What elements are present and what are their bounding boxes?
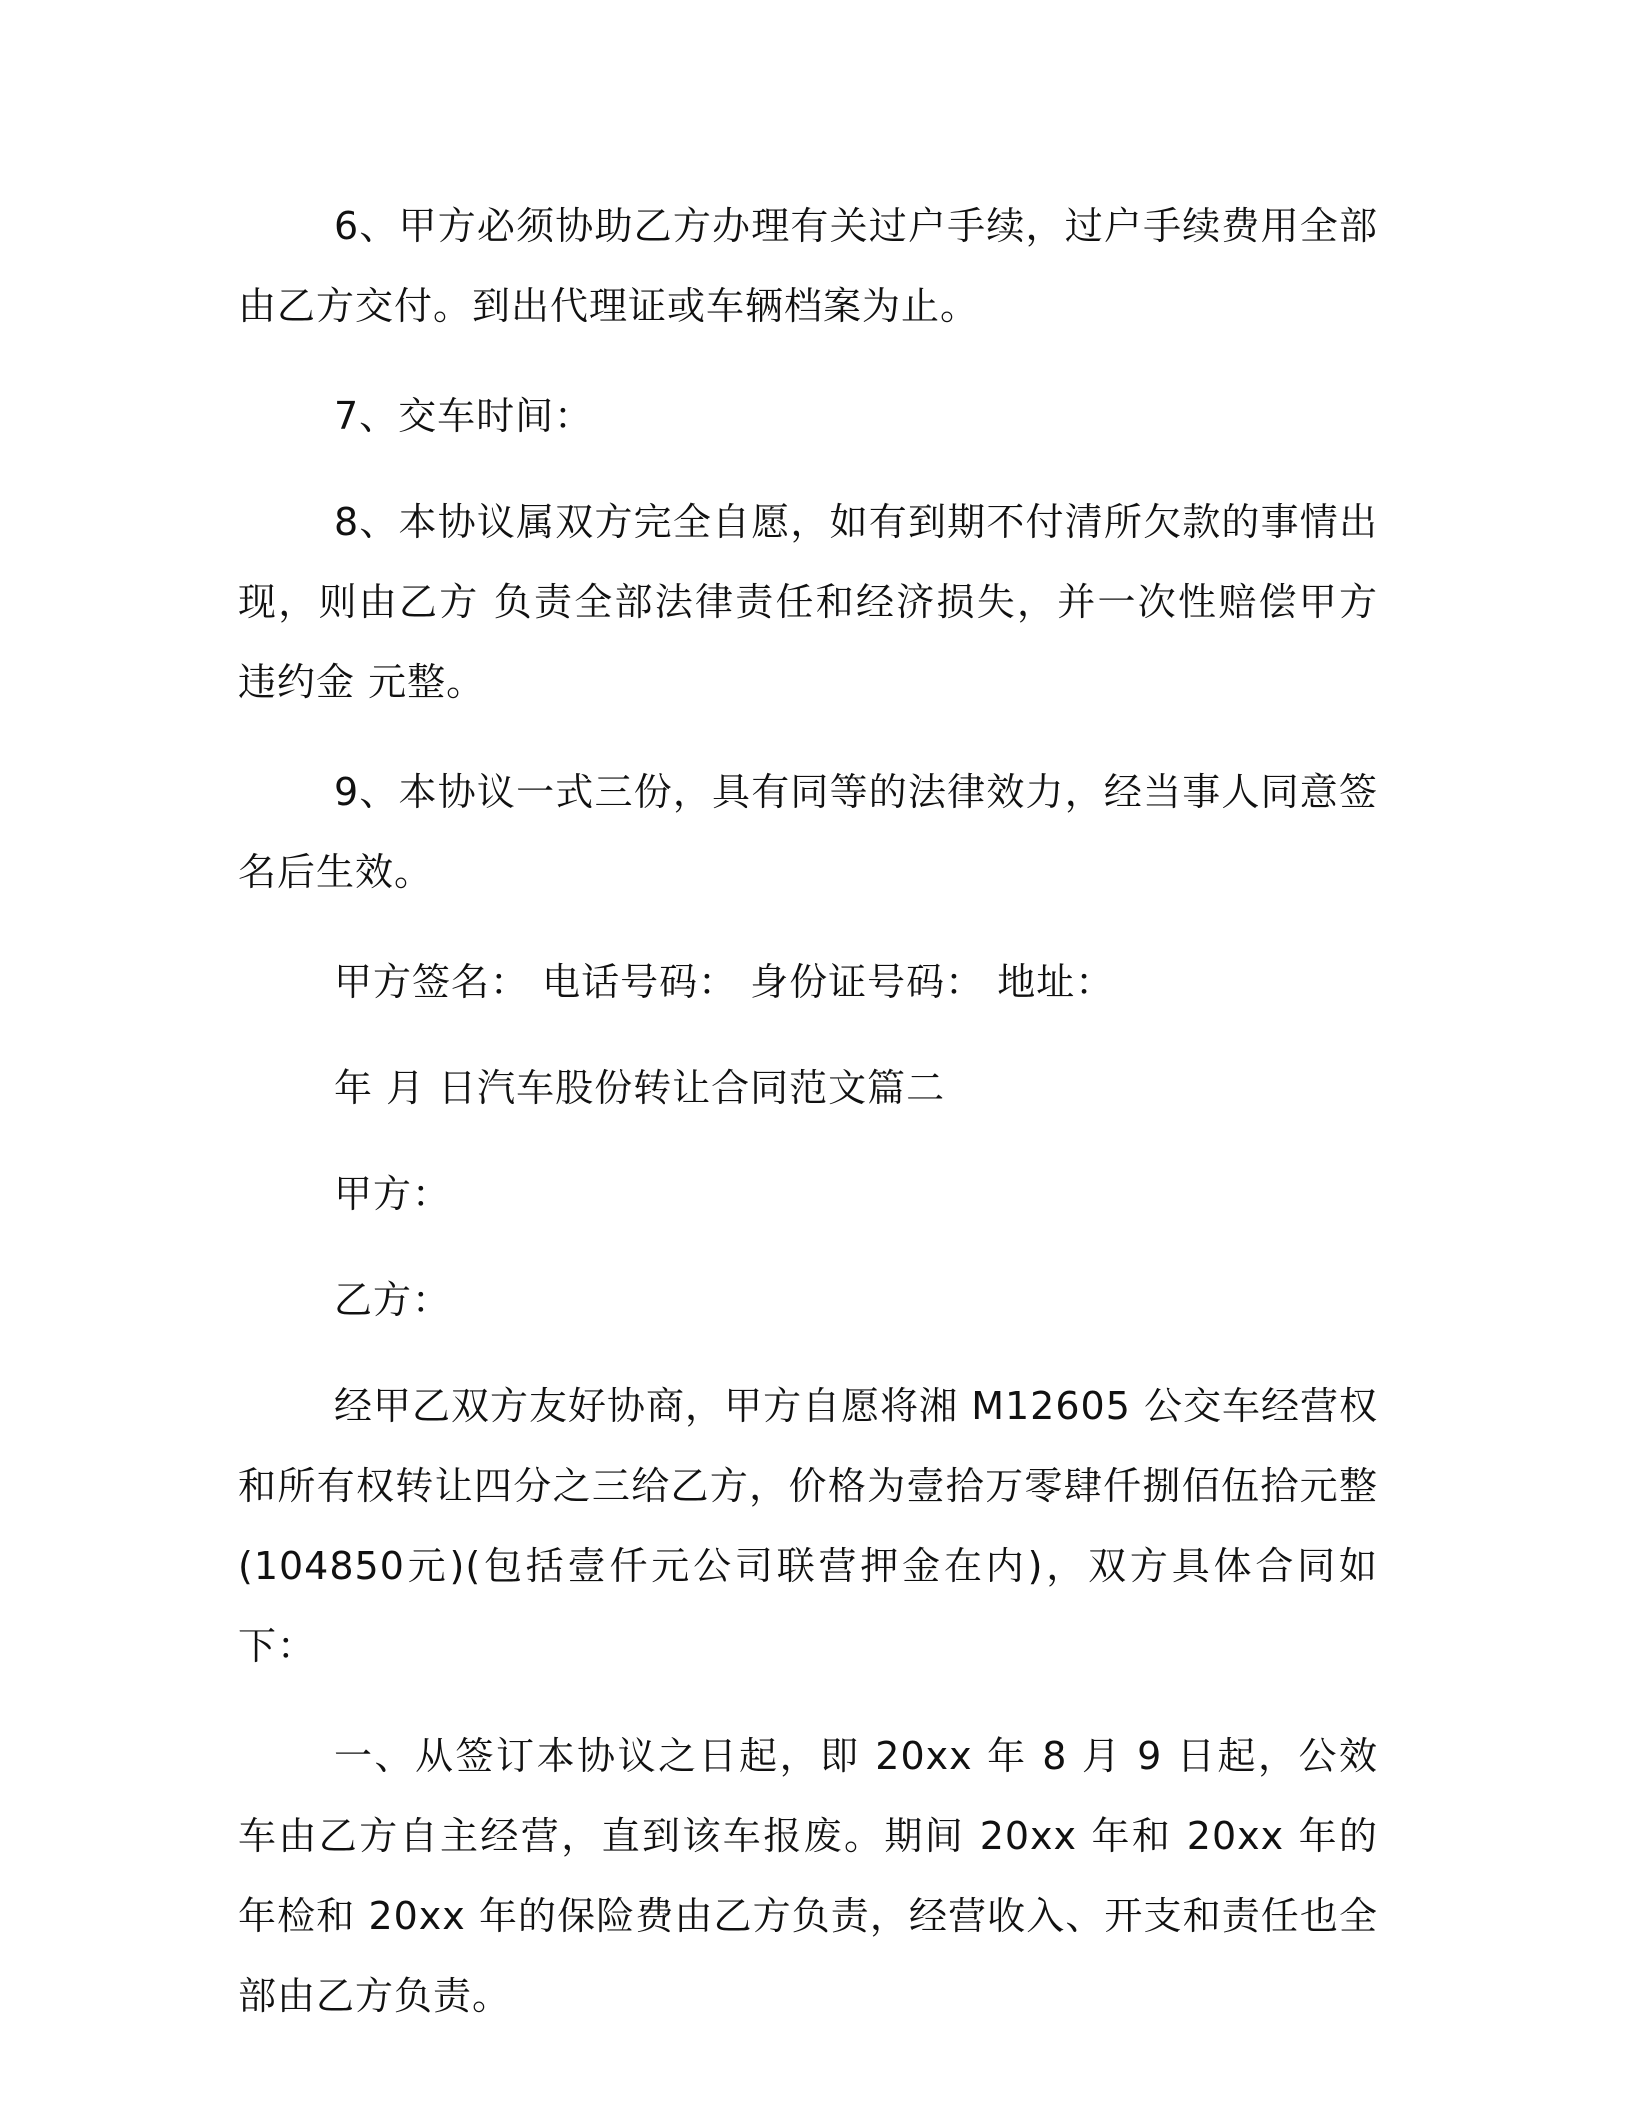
article-one-paragraph: 一、从签订本协议之日起，即 20xx 年 8 月 9 日起，公效车由乙方自主经营，直到该车报废。期间 20xx 年和 20xx 年的年检和 20xx 年的保险费由乙方负责，经营收入、开支和责任也全部由乙方负责。 [238,1734,1378,2018]
party-b-line: 乙方： [334,1278,452,1322]
document-body [238,186,1378,2066]
clause-7-paragraph: 7、交车时间： [334,394,594,438]
clause-6-paragraph: 6、甲方必须协助乙方办理有关过户手续，过户手续费用全部由乙方交付。到出代理证或车辆档案为止。 [238,204,1378,328]
clause-9-paragraph: 9、本协议一式三份，具有同等的法律效力，经当事人同意签名后生效。 [238,770,1378,894]
clause-8-paragraph: 8、本协议属双方完全自愿，如有到期不付清所欠款的事情出现，则由乙方 负责全部法律责任和经济损失，并一次性赔偿甲方 违约金 元整。 [238,500,1378,704]
party-a-line: 甲方： [334,1172,452,1216]
section-two-title: 年 月 日汽车股份转让合同范文篇二 [334,1066,946,1110]
signature-line: 甲方签名： 电话号码： 身份证号码： 地址： [334,960,1115,1004]
agreement-intro-paragraph: 经甲乙双方友好协商，甲方自愿将湘 M12605 公交车经营权和所有权转让四分之三给乙方，价格为壹拾万零肆仟捌佰伍拾元整(104850元)(包括壹仟元公司联营押金在内)，双方具体合同如下： [238,1384,1378,1668]
